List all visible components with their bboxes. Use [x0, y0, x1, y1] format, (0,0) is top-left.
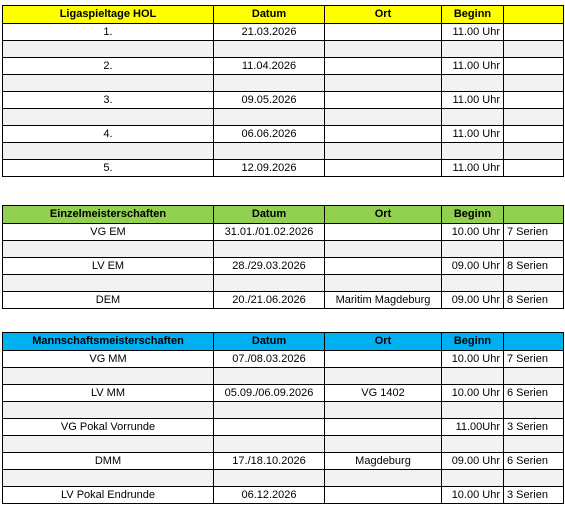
row-name[interactable]: VG Pokal Vorrunde: [3, 419, 214, 436]
row-ort[interactable]: VG 1402: [325, 385, 442, 402]
row-datum[interactable]: 06.06.2026: [214, 126, 325, 143]
table-row: [3, 92, 564, 109]
row-datum[interactable]: 12.09.2026: [214, 160, 325, 177]
spacer-row: [3, 241, 564, 258]
row-serien[interactable]: 7 Serien: [504, 351, 564, 368]
row-beginn[interactable]: 09.00 Uhr: [442, 258, 504, 275]
row-ort[interactable]: [325, 419, 442, 436]
row-beginn[interactable]: 10.00 Uhr: [442, 224, 504, 241]
spacer-row: [3, 436, 564, 453]
row-datum[interactable]: 09.05.2026: [214, 92, 325, 109]
row-ort[interactable]: Maritim Magdeburg: [325, 292, 442, 309]
row-ort[interactable]: [325, 24, 442, 41]
row-name[interactable]: VG EM: [3, 224, 214, 241]
spacer-row: [3, 143, 564, 160]
row-beginn[interactable]: 09.00 Uhr: [442, 453, 504, 470]
row-ort[interactable]: [325, 92, 442, 109]
row-serien[interactable]: 8 Serien: [504, 258, 564, 275]
table-row: [3, 385, 564, 402]
header-extra: [504, 206, 564, 224]
table-row: [3, 292, 564, 309]
row-beginn[interactable]: 11.00 Uhr: [442, 24, 504, 41]
section-header: [3, 6, 564, 24]
row-beginn[interactable]: 10.00 Uhr: [442, 351, 504, 368]
row-datum[interactable]: 11.04.2026: [214, 58, 325, 75]
row-serien[interactable]: 8 Serien: [504, 292, 564, 309]
section-header: [3, 206, 564, 224]
row-serien[interactable]: [504, 160, 564, 177]
row-datum[interactable]: [214, 419, 325, 436]
row-beginn[interactable]: 11.00 Uhr: [442, 126, 504, 143]
einzelmeisterschaften-table: [2, 205, 564, 309]
row-beginn[interactable]: 11.00Uhr: [442, 419, 504, 436]
spacer-row: [3, 368, 564, 385]
row-datum[interactable]: 28./29.03.2026: [214, 258, 325, 275]
row-name[interactable]: 4.: [3, 126, 214, 143]
table-row: [3, 24, 564, 41]
row-ort[interactable]: [325, 224, 442, 241]
row-ort[interactable]: [325, 258, 442, 275]
row-ort[interactable]: Magdeburg: [325, 453, 442, 470]
row-beginn[interactable]: 11.00 Uhr: [442, 92, 504, 109]
row-serien[interactable]: 7 Serien: [504, 224, 564, 241]
row-name[interactable]: VG MM: [3, 351, 214, 368]
row-datum[interactable]: 20./21.06.2026: [214, 292, 325, 309]
row-datum[interactable]: 17./18.10.2026: [214, 453, 325, 470]
row-serien[interactable]: [504, 92, 564, 109]
spacer-row: [3, 275, 564, 292]
table-row: [3, 487, 564, 504]
header-extra: [504, 333, 564, 351]
row-name[interactable]: 5.: [3, 160, 214, 177]
row-name[interactable]: 2.: [3, 58, 214, 75]
row-ort[interactable]: [325, 351, 442, 368]
spacer-row: [3, 402, 564, 419]
header-datum: Datum: [214, 6, 325, 24]
row-name[interactable]: 1.: [3, 24, 214, 41]
row-beginn[interactable]: 11.00 Uhr: [442, 160, 504, 177]
row-beginn[interactable]: 10.00 Uhr: [442, 385, 504, 402]
row-datum[interactable]: 21.03.2026: [214, 24, 325, 41]
table-row: [3, 126, 564, 143]
table-row: [3, 351, 564, 368]
row-datum[interactable]: 31.01./01.02.2026: [214, 224, 325, 241]
row-ort[interactable]: [325, 58, 442, 75]
spacer-row: [3, 109, 564, 126]
table-row: [3, 419, 564, 436]
row-serien[interactable]: [504, 24, 564, 41]
table-row: [3, 224, 564, 241]
spacer-row: [3, 75, 564, 92]
row-name[interactable]: LV MM: [3, 385, 214, 402]
table-row: [3, 160, 564, 177]
row-serien[interactable]: 6 Serien: [504, 385, 564, 402]
table-row: [3, 453, 564, 470]
row-serien[interactable]: 6 Serien: [504, 453, 564, 470]
table-row: [3, 258, 564, 275]
section-title: Ligaspieltage HOL: [3, 6, 214, 24]
row-serien[interactable]: 3 Serien: [504, 419, 564, 436]
row-name[interactable]: 3.: [3, 92, 214, 109]
row-ort[interactable]: [325, 126, 442, 143]
section-title: Mannschaftsmeisterschaften: [3, 333, 214, 351]
ligaspieltage-table: [2, 5, 564, 177]
row-beginn[interactable]: 09.00 Uhr: [442, 292, 504, 309]
row-serien[interactable]: 3 Serien: [504, 487, 564, 504]
row-beginn[interactable]: 11.00 Uhr: [442, 58, 504, 75]
section-title: Einzelmeisterschaften: [3, 206, 214, 224]
row-datum[interactable]: 07./08.03.2026: [214, 351, 325, 368]
table-row: [3, 58, 564, 75]
row-datum[interactable]: 06.12.2026: [214, 487, 325, 504]
row-ort[interactable]: [325, 487, 442, 504]
row-name[interactable]: DEM: [3, 292, 214, 309]
row-ort[interactable]: [325, 160, 442, 177]
header-datum: Datum: [214, 333, 325, 351]
mannschaftsmeisterschaften-table: [2, 332, 564, 504]
header-beginn: Beginn: [442, 6, 504, 24]
row-name[interactable]: DMM: [3, 453, 214, 470]
header-extra: [504, 6, 564, 24]
header-beginn: Beginn: [442, 206, 504, 224]
row-datum[interactable]: 05.09./06.09.2026: [214, 385, 325, 402]
spacer-row: [3, 470, 564, 487]
row-serien[interactable]: [504, 126, 564, 143]
spacer-row: [3, 41, 564, 58]
row-serien[interactable]: [504, 58, 564, 75]
section-header: [3, 333, 564, 351]
header-ort: Ort: [325, 206, 442, 224]
row-beginn[interactable]: 10.00 Uhr: [442, 487, 504, 504]
header-datum: Datum: [214, 206, 325, 224]
header-beginn: Beginn: [442, 333, 504, 351]
header-ort: Ort: [325, 6, 442, 24]
header-ort: Ort: [325, 333, 442, 351]
row-name[interactable]: LV Pokal Endrunde: [3, 487, 214, 504]
row-name[interactable]: LV EM: [3, 258, 214, 275]
